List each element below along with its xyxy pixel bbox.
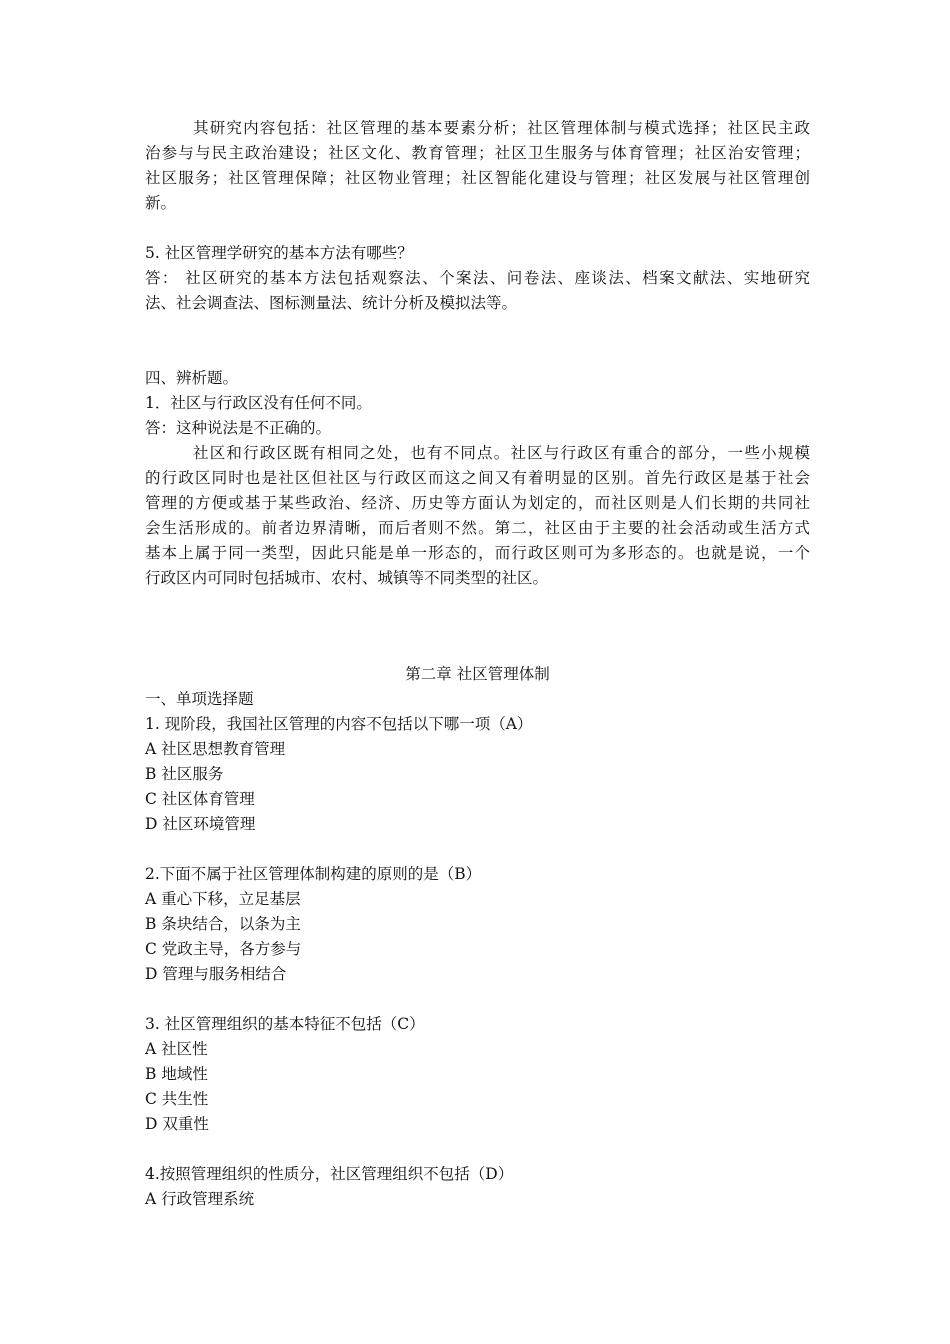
paragraph-line: 治参与与民主政治建设；社区文化、教育管理；社区卫生服务与体育管理；社区治安管理； — [145, 144, 810, 162]
option-item: C 社区体育管理 — [145, 790, 255, 808]
option-item: A 社区性 — [145, 1040, 208, 1058]
paragraph-line: 社区服务；社区管理保障；社区物业管理；社区智能化建设与管理；社区发展与社区管理创 — [145, 169, 810, 187]
question-text: 2.下面不属于社区管理体制构建的原则的是（B） — [145, 865, 482, 883]
paragraph-line: 基本上属于同一类型，因此只能是单一形态的，而行政区则可为多形态的。也就是说，一个 — [145, 544, 810, 562]
option-item: D 双重性 — [145, 1115, 209, 1133]
answer-line: 答： 社区研究的基本方法包括观察法、个案法、问卷法、座谈法、档案文献法、实地研究 — [145, 269, 810, 287]
option-item: C 共生性 — [145, 1090, 209, 1108]
paragraph-line: 新。 — [145, 194, 177, 212]
option-item: C 党政主导，各方参与 — [145, 940, 302, 958]
option-item: B 社区服务 — [145, 765, 224, 783]
paragraph-line: 社区和行政区既有相同之处，也有不同点。社区与行政区有重合的部分，一些小规模 — [193, 444, 810, 462]
paragraph-line: 行政区内可同时包括城市、农村、城镇等不同类型的社区。 — [145, 569, 549, 587]
answer-text: 答：这种说法是不正确的。 — [145, 419, 332, 437]
option-item: D 社区环境管理 — [145, 815, 256, 833]
question-text: 4.按照管理组织的性质分，社区管理组织不包括（D） — [145, 1165, 514, 1183]
question-text: 1. 现阶段，我国社区管理的内容不包括以下哪一项（A） — [145, 715, 533, 733]
paragraph-line: 其研究内容包括：社区管理的基本要素分析；社区管理体制与模式选择；社区民主政 — [193, 119, 810, 137]
option-item: B 地域性 — [145, 1065, 208, 1083]
paragraph-line: 会生活形成的。前者边界清晰，而后者则不然。第二，社区由于主要的社会活动或生活方式 — [145, 519, 810, 537]
paragraph-line: 管理的方便或基于某些政治、经济、历史等方面认为划定的，而社区则是人们长期的共同社 — [145, 494, 810, 512]
option-item: B 条块结合，以条为主 — [145, 915, 301, 933]
paragraph-line: 的行政区同时也是社区但社区与行政区而这之间又有着明显的区别。首先行政区是基于社会 — [145, 469, 810, 487]
chapter-title: 第二章 社区管理体制 — [405, 665, 550, 683]
option-item: A 社区思想教育管理 — [145, 740, 286, 758]
option-item: A 行政管理系统 — [145, 1190, 255, 1208]
answer-line: 法、社会调查法、图标测量法、统计分析及模拟法等。 — [145, 294, 518, 312]
question-text: 3. 社区管理组织的基本特征不包括（C） — [145, 1015, 425, 1033]
option-item: D 管理与服务相结合 — [145, 965, 287, 983]
section-heading: 四、辨析题。 — [145, 369, 239, 387]
option-item: A 重心下移，立足基层 — [145, 890, 301, 908]
question-text: 1．社区与行政区没有任何不同。 — [145, 394, 372, 412]
question-text: 5. 社区管理学研究的基本方法有哪些？ — [145, 244, 413, 262]
section-heading: 一、单项选择题 — [145, 690, 254, 708]
